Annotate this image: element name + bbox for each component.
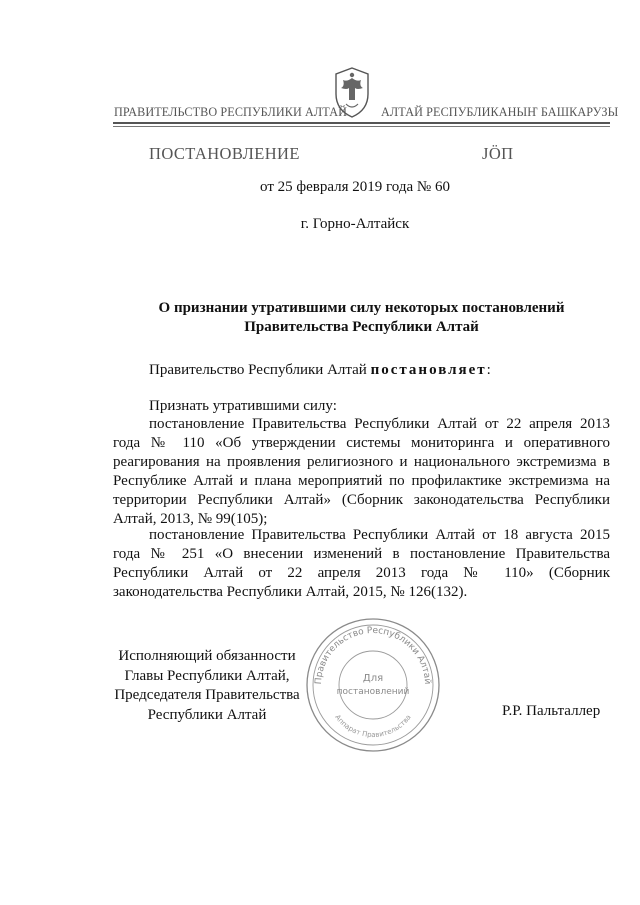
document-city: г. Горно-Алтайск xyxy=(300,216,410,232)
preamble-end: : xyxy=(486,362,491,378)
document-type-altai: ЈӦП xyxy=(482,144,514,163)
title-line-2: Правительства Республики Алтай xyxy=(244,319,479,335)
document-date-number: от 25 февраля 2019 года № 60 xyxy=(260,179,450,195)
header-divider xyxy=(113,122,610,124)
signatory-line: Главы Республики Алтай, xyxy=(124,667,290,684)
stamp-center-line-2: постановлений xyxy=(336,687,410,697)
item2-line: постановление Правительства Республики Алтай от 18 августа 2015 xyxy=(149,527,610,543)
signatory-position xyxy=(107,647,307,725)
item1-line: территории Республики Алтай» (Сборник законодательства Республики xyxy=(113,492,610,508)
document-type: ПОСТАНОВЛЕНИЕ xyxy=(149,144,300,163)
item1-line: постановление Правительства Республики Алтай от 22 апреля 2013 xyxy=(149,416,610,432)
title-line-1: О признании утратившими силу некоторых постановлений xyxy=(158,300,565,316)
official-stamp xyxy=(303,615,443,755)
item1-line: Республике Алтай и плана мероприятий по профилактике экстремизма на xyxy=(113,473,610,489)
recognize-statement: Признать утратившими силу: xyxy=(149,398,337,414)
header-right-title: АЛТАЙ РЕСПУБЛИКАНЫҤ БАШКАРУЗЫ xyxy=(381,105,619,119)
signatory-line: Председателя Правительства xyxy=(114,687,300,703)
header-left-title: ПРАВИТЕЛЬСТВО РЕСПУБЛИКИ АЛТАЙ xyxy=(114,105,348,119)
item2-line: Республики Алтай от 22 апреля 2013 года № 110» (Сборник xyxy=(113,565,610,581)
repealed-item-1 xyxy=(113,415,610,529)
preamble-emphasis: постановляет xyxy=(370,362,487,378)
stamp-outer-text: Правительство Республики Алтай xyxy=(313,625,433,685)
item2-line: года № 251 «О внесении изменений в постановление Правительства xyxy=(113,546,610,562)
stamp-lower-text: Аппарат Правительства xyxy=(333,713,413,740)
signatory-line: Республики Алтай xyxy=(147,706,267,723)
preamble-text: Правительство Республики Алтай xyxy=(149,362,367,378)
item1-line: Алтай, 2013, № 99(105); xyxy=(113,511,268,527)
preamble xyxy=(149,361,491,380)
signatory-name: Р.Р. Пальталлер xyxy=(502,703,601,719)
item2-line: законодательства Республики Алтай, 2015, № 126(132). xyxy=(113,584,468,600)
item1-line: реагирования на проявления религиозного и национального экстремизма в xyxy=(113,454,610,470)
signatory-line: Исполняющий обязанности xyxy=(118,648,296,664)
stamp-center-line-1: Для xyxy=(362,673,384,684)
repealed-item-2 xyxy=(113,526,610,602)
document-title xyxy=(113,299,610,337)
item1-line: года № 110 «Об утверждении системы мониторинга и оперативного xyxy=(113,435,610,451)
header-divider-thin xyxy=(113,126,610,127)
